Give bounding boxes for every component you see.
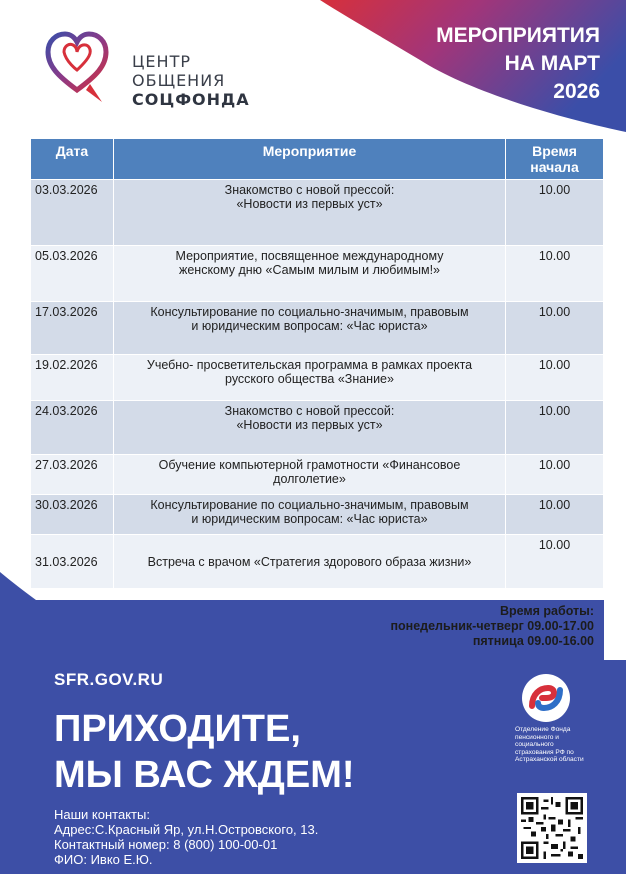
row-time: 10.00 [506, 180, 604, 246]
contacts-fio: ФИО: Ивко Е.Ю. [54, 852, 153, 867]
events-table [30, 138, 604, 589]
row-event: Консультирование по социально-значимым, правовым и юридическим вопросам: «Час юриста» [114, 495, 506, 535]
hours-label: Время работы: [499, 604, 594, 618]
row-event: Консультирование по социально-значимым, правовым и юридическим вопросам: «Час юриста» [114, 302, 506, 355]
row-event: Учебно- просветительская программа в рамках проекта русского общества «Знание» [114, 355, 506, 401]
table-row [31, 246, 604, 302]
table-row [31, 180, 604, 246]
row-date: 17.03.2026 [31, 302, 114, 355]
brand-line-3: СОЦФОНДА [132, 90, 250, 109]
brand-name [132, 52, 250, 109]
qr-code-icon [517, 793, 587, 863]
row-time: 10.00 [506, 495, 604, 535]
title-line-2: НА МАРТ [504, 52, 600, 75]
row-time: 10.00 [506, 302, 604, 355]
header-event: Мероприятие [114, 139, 506, 180]
slogan-line-1: ПРИХОДИТЕ, [54, 708, 301, 750]
row-date: 30.03.2026 [31, 495, 114, 535]
heart-speech-bubble-icon [44, 30, 110, 104]
row-date: 05.03.2026 [31, 246, 114, 302]
contacts-label: Наши контакты: [54, 807, 150, 822]
row-time: 10.00 [506, 401, 604, 455]
brand-line-1: ЦЕНТР [132, 52, 191, 71]
row-event: Встреча с врачом «Стратегия здорового образа жизни» [114, 535, 506, 589]
hours-friday: пятница 09.00-16.00 [472, 634, 594, 648]
row-date: 24.03.2026 [31, 401, 114, 455]
table-row [31, 302, 604, 355]
header-time: Время начала [506, 139, 604, 180]
table-row [31, 535, 604, 589]
contacts [54, 807, 318, 867]
table-row [31, 495, 604, 535]
working-hours [390, 604, 594, 649]
table-row [31, 455, 604, 495]
row-event: Обучение компьютерной грамотности «Финансовое долголетие» [114, 455, 506, 495]
site-link[interactable]: SFR.GOV.RU [54, 670, 164, 689]
row-date: 31.03.2026 [31, 535, 114, 589]
table-row [31, 355, 604, 401]
row-event: Знакомство с новой прессой: «Новости из первых уст» [114, 180, 506, 246]
title-line-3: 2026 [553, 80, 600, 103]
row-time: 10.00 [506, 246, 604, 302]
sfr-logo-icon [520, 674, 572, 722]
table-header-row [31, 139, 604, 180]
brand-line-2: ОБЩЕНИЯ [132, 71, 226, 90]
title-line-1: МЕРОПРИЯТИЯ [436, 24, 600, 47]
contacts-phone: Контактный номер: 8 (800) 100-00-01 [54, 837, 278, 852]
row-date: 19.02.2026 [31, 355, 114, 401]
row-event: Мероприятие, посвященное международному женскому дню «Самым милым и любимым!» [114, 246, 506, 302]
row-date: 03.03.2026 [31, 180, 114, 246]
page-title [436, 22, 600, 106]
contacts-address: Адрес:С.Красный Яр, ул.Н.Островского, 13. [54, 822, 319, 837]
row-date: 27.03.2026 [31, 455, 114, 495]
table-row [31, 401, 604, 455]
slogan [54, 706, 355, 798]
header-date: Дата [31, 139, 114, 180]
row-time: 10.00 [506, 455, 604, 495]
sfr-caption: Отделение Фонда пенсионного и социального страхования РФ по Астраханской области [515, 726, 584, 763]
row-time: 10.00 [506, 535, 604, 589]
slogan-line-2: МЫ ВАС ЖДЕМ! [54, 754, 355, 796]
hours-weekdays: понедельник-четверг 09.00-17.00 [390, 619, 594, 633]
row-event: Знакомство с новой прессой: «Новости из первых уст» [114, 401, 506, 455]
row-time: 10.00 [506, 355, 604, 401]
